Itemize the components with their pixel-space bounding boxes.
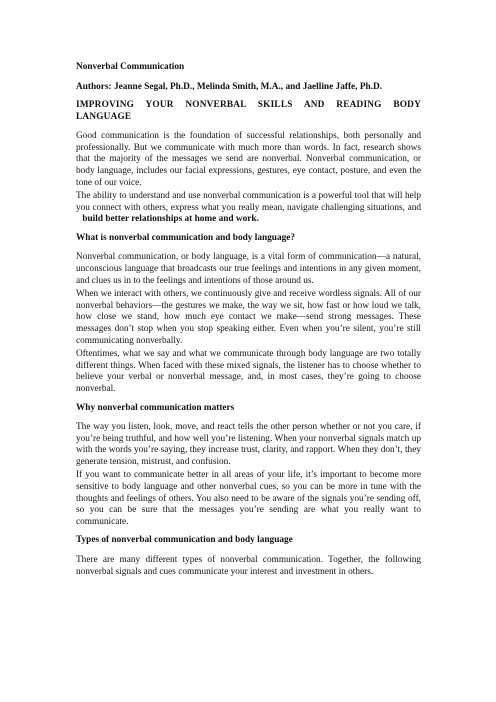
document-title: Nonverbal Communication [76, 62, 185, 72]
relationships-link[interactable]: build better relationships at home and work. [82, 214, 259, 225]
section-2-paragraph-1: The way you listen, look, move, and react tells the other person whether or not you care, if you’re being truthful, and how well you’re listening. When your nonverbal signals match up with the words you’re saying, they increase trust, clarity, and rapport. When they don’t, they generate tension, mistrust, and confusion. [76, 422, 421, 467]
section-2-paragraph-2: If you want to communicate better in all areas of your life, it’s important to become more sensitive to body language and other nonverbal cues, so you can be more in tune with the thoughts and feelings of others. You also need to be aware of the signals you’re sending off, so you can be sure that the messages you’re sending are what you really want to communicate. [76, 470, 421, 527]
section-3-paragraph-1: There are many different types of nonverbal communication. Together, the following nonverbal signals and cues communicate your interest and investment in others. [76, 554, 421, 577]
main-heading: IMPROVING YOUR NONVERBAL SKILLS AND READING BODY LANGUAGE [76, 100, 421, 122]
intro-paragraph-2 [76, 191, 421, 226]
section-1-paragraph-2: When we interact with others, we continuously give and receive wordless signals. All of our nonverbal behaviors—the gestures we make, the way we sit, how fast or how loud we talk, how close we stand, how much eye contact we make—send strong messages. These messages don’t stop when you stop speaking either. Even when you’re silent, you’re still communicating nonverbally. [76, 289, 421, 346]
section-heading-types: Types of nonverbal communication and body language [76, 535, 293, 546]
section-1-paragraph-3: Oftentimes, what we say and what we communicate through body language are two totally different things. When faced with these mixed signals, the listener has to choose whether to believe your verbal or nonverbal message, and, in most cases, they’re going to choose nonverbal. [76, 349, 421, 394]
intro-paragraph-2-text: The ability to understand and use nonverbal communication is a powerful tool that will help you connect with others, express what you really mean, navigate challenging situations, and [76, 191, 421, 213]
intro-paragraph-1: Good communication is the foundation of successful relationships, both personally and professionally. But we communicate with much more than words. In fact, research shows that the majority of the messages we send are nonverbal. Nonverbal communication, or body language, includes our facial expressions, gestures, eye contact, posture, and even the tone of our voice. [76, 131, 421, 188]
authors-line: Authors: Jeanne Segal, Ph.D., Melinda Smith, M.A., and Jaelline Jaffe, Ph.D. [76, 81, 383, 92]
section-heading-why-matters: Why nonverbal communication matters [76, 402, 235, 413]
section-heading-what-is: What is nonverbal communication and body language? [76, 232, 296, 243]
document-page [76, 62, 421, 580]
section-1-paragraph-1: Nonverbal communication, or body language, is a vital form of communication—a natural, unconscious language that broadcasts our true feelings and intentions in any given moment, and clues us in to the feelings and intentions of those around us. [76, 252, 421, 286]
